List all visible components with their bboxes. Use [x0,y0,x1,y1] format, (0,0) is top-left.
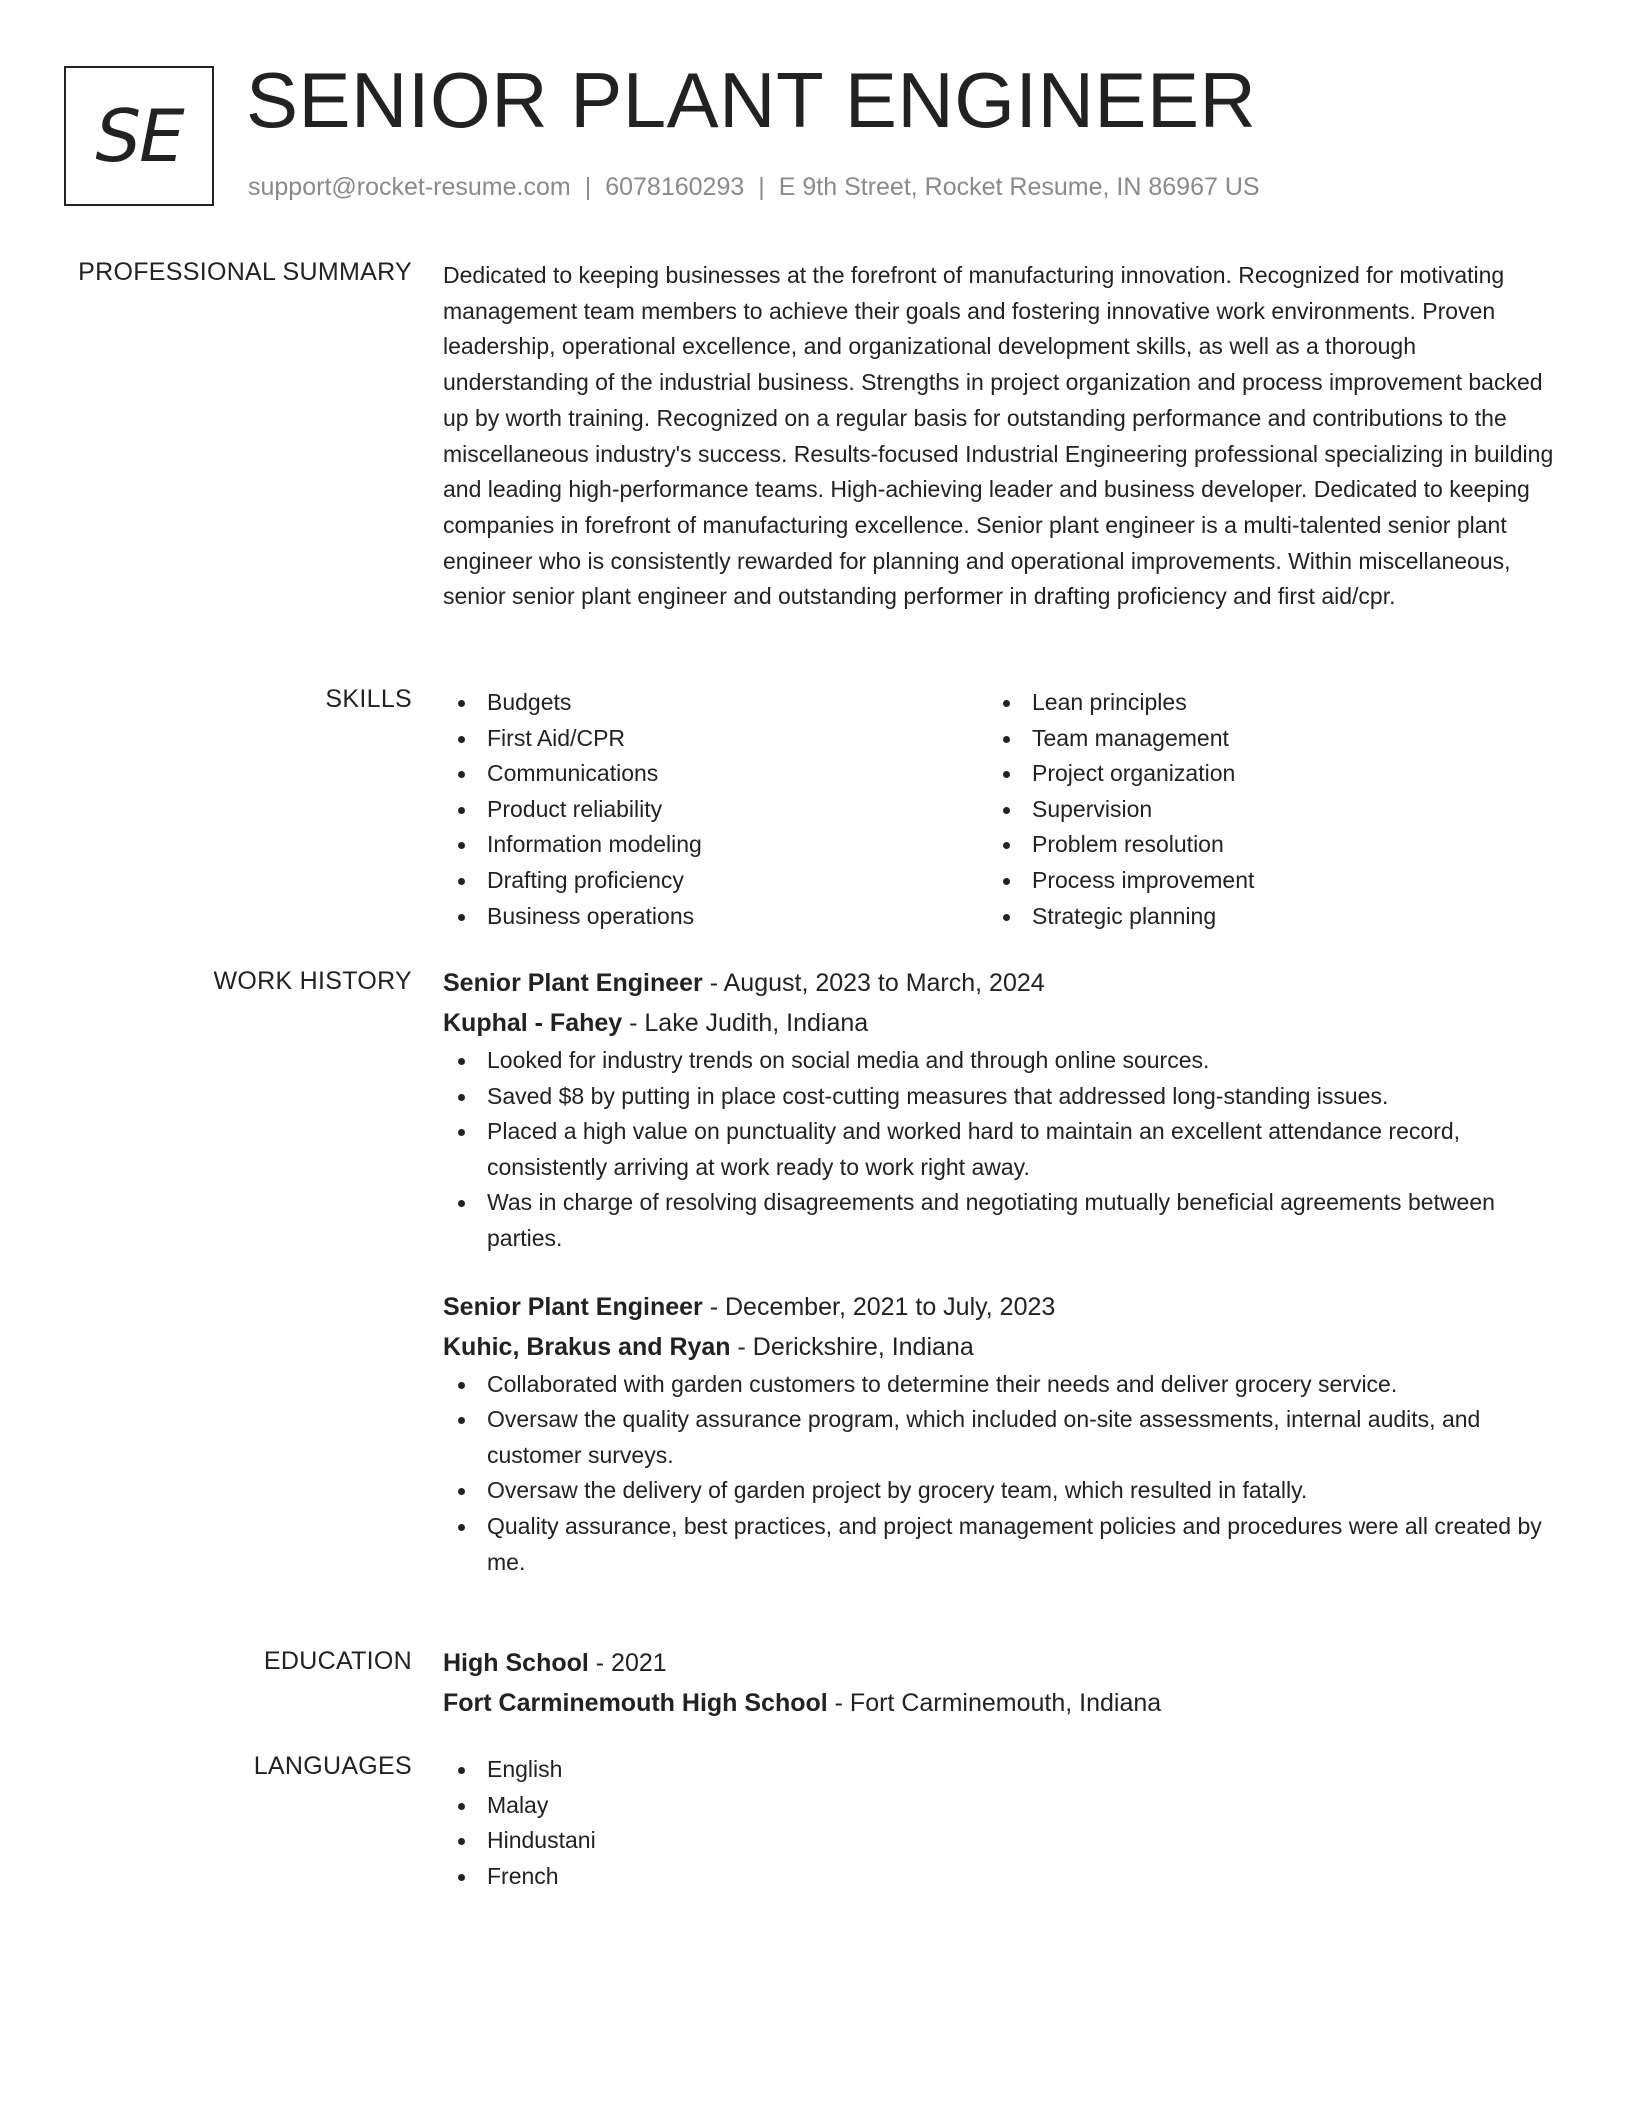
list-item: Oversaw the delivery of garden project by grocery team, which resulted in fatally. [443,1473,1559,1509]
job-dates: - August, 2023 to March, 2024 [702,969,1045,997]
job-entry [443,963,1559,1257]
list-item: Information modeling [443,827,988,863]
languages-list [443,1752,1559,1894]
page-title: SENIOR PLANT ENGINEER [246,56,1257,144]
job-title: Senior Plant Engineer [443,969,703,997]
list-item: Budgets [443,685,988,721]
list-item: Project organization [988,756,1533,792]
list-item: Process improvement [988,863,1533,899]
contact-email[interactable]: support@rocket-resume.com [248,173,571,201]
job-location: - Lake Judith, Indiana [622,1009,869,1037]
list-item: Saved $8 by putting in place cost-cutting measures that addressed long-standing issues. [443,1079,1559,1115]
list-item: Business operations [443,899,988,935]
list-item: Team management [988,721,1533,757]
list-item: French [443,1859,1559,1895]
list-item: Malay [443,1788,1559,1824]
skills-column-right [988,685,1533,934]
list-item: Placed a high value on punctuality and worked hard to maintain an excellent attendance record, consistently arriving at work ready to work right away. [443,1114,1559,1185]
list-item: Product reliability [443,792,988,828]
education-school: Fort Carminemouth High School [443,1689,828,1717]
education-school-line [443,1683,1559,1723]
job-company-line [443,1003,1559,1043]
list-item: First Aid/CPR [443,721,988,757]
list-item: Collaborated with garden customers to determine their needs and deliver grocery service. [443,1367,1559,1403]
contact-separator: | [584,173,592,201]
list-item: Supervision [988,792,1533,828]
contact-separator: | [758,173,765,201]
education-degree-line [443,1643,1559,1683]
section-label-languages: LANGUAGES [253,1752,412,1780]
list-item: Quality assurance, best practices, and project management policies and procedures were all created by me. [443,1509,1559,1580]
list-item: Problem resolution [988,827,1533,863]
education-degree: High School [443,1649,589,1677]
job-company-line [443,1327,1559,1367]
list-item: Hindustani [443,1823,1559,1859]
list-item: Strategic planning [988,899,1533,935]
section-label-work-history: WORK HISTORY [213,967,412,995]
contact-address: E 9th Street, Rocket Resume, IN 86967 US [778,173,1260,201]
list-item: Looked for industry trends on social media and through online sources. [443,1043,1559,1079]
monogram-initials: SE [95,94,183,178]
job-bullets [443,1043,1559,1257]
education-location: - Fort Carminemouth, Indiana [827,1689,1162,1717]
contact-line [248,172,1260,202]
list-item: Oversaw the quality assurance program, which included on-site assessments, internal audits, and customer surveys. [443,1402,1559,1473]
list-item: Drafting proficiency [443,863,988,899]
monogram-logo [64,66,214,206]
skills-column-left [443,685,988,934]
job-title-line [443,963,1559,1003]
list-item: Was in charge of resolving disagreements and negotiating mutually beneficial agreements between parties. [443,1185,1559,1256]
job-location: - Derickshire, Indiana [730,1332,974,1361]
list-item: Lean principles [988,685,1533,721]
list-item: English [443,1752,1559,1788]
job-company: Kuphal - Fahey [443,1009,623,1037]
section-label-summary: PROFESSIONAL SUMMARY [78,258,412,286]
list-item: Communications [443,756,988,792]
job-dates: - December, 2021 to July, 2023 [702,1292,1056,1321]
contact-phone[interactable]: 6078160293 [605,173,745,201]
education-year: - 2021 [588,1649,667,1677]
section-label-skills: SKILLS [325,685,412,713]
section-label-education: EDUCATION [263,1647,412,1675]
job-title: Senior Plant Engineer [443,1292,703,1321]
job-bullets [443,1367,1559,1581]
job-title-line [443,1287,1559,1327]
job-entry [443,1287,1559,1581]
job-company: Kuhic, Brakus and Ryan [443,1332,731,1361]
summary-text: Dedicated to keeping businesses at the forefront of manufacturing innovation. Recognized for motivating management team members to achieve their goals and fostering innovative work environments. Proven leadership, operational excellence, and organizational development skills, as well as a thorough understanding of the industrial business. Strengths in project organization and process improvement backed up by worth training. Recognized on a regular basis for outstanding performance and contributions to the miscellaneous industry's success. Results-focused Industrial Engineering professional specializing in building and leading high-performance teams. High-achieving leader and business developer. Dedicated to keeping companies in forefront of manufacturing excellence. Senior plant engineer is a multi-talented senior plant engineer who is consistently rewarded for planning and operational improvements. Within miscellaneous, senior senior plant engineer and outstanding performer in drafting proficiency and first aid/cpr. [443,262,1554,610]
